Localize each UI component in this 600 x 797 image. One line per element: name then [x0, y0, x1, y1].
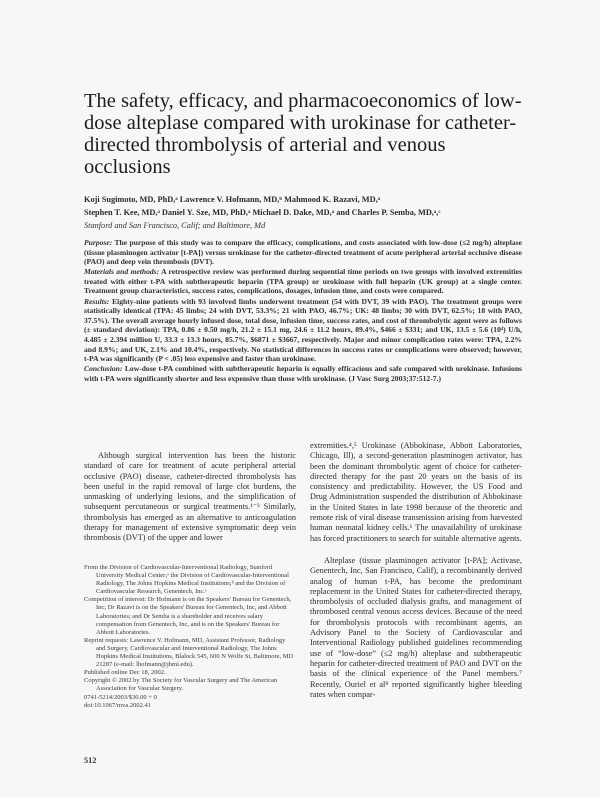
page-number: 512 [84, 756, 97, 765]
methods-label: Materials and methods: [84, 267, 160, 277]
footnote-affiliations: From the Division of Cardiovascular-Interventional Radiology, Stanford University Medical Center;ᵃ the Division of Cardiovascular-Interventional Radiology, The Johns Hopkins Medical Institutions;ᵇ and the Division of Cardiovascular Research, Genentech, Inc.ᶜ [84, 564, 289, 596]
footnote-doi: doi:10.1067/mva.2002.41 [84, 701, 151, 709]
abstract [84, 238, 522, 384]
conclusion-text: Low-dose t-PA combined with subtherapeutic heparin is equally efficacious and safe compared with urokinase. Infusions with t-PA were significantly shorter and less expensive than those with urokinase. (J Vasc Surg 2003;37:512-7.) [84, 364, 523, 383]
author-list [84, 193, 524, 219]
body-paragraph: Although surgical intervention has been the historic standard of care for treatment of acute peripheral arterial occlusive (PAO) disease, catheter-directed thrombolysis has been useful in the rapid removal of large clot burdens, the unmasking of underlying lesions, and the simplification of subsequent percutaneous or surgical treatments.¹⁻³ Similarly, thrombolysis has emerged as an alternative to anticoagulation therapy for management of extensive symptomatic deep vein thrombosis (DVT) of the upper and lower [84, 451, 296, 543]
abstract-methods [84, 267, 522, 296]
author-affiliation: Stanford and San Francisco, Calif; and Baltimore, Md [84, 221, 266, 230]
abstract-results [84, 297, 522, 364]
body-column-left [84, 451, 296, 544]
body-paragraph: Alteplase (tissue plasminogen activator [t-PA]; Activase, Genentech, Inc, San Francisco, Calif), a recombinantly derived analog of human t-PA, has become the predominant replacement in the United States for catheter-directed therapy, thrombolysis of occluded dialysis grafts, and management of thrombosed central venous access devices. Because of the need for thrombolysis protocols with recombinant agents, an Advisory Panel to the Society of Cardiovascular and Interventional Radiology published guidelines recommending use of “low-dose” (≤2 mg/h) alteplase and subtherapeutic heparin for catheter-directed treatment of PAO and DVT on the basis of the clinical experience of the Panel members.⁷ Recently, Ouriel et al⁸ reported significantly higher bleeding rates when compar- [310, 555, 522, 699]
footnote-reprint-requests: Reprint requests: Lawrence V. Hofmann, MD, Assistant Professor, Radiology and Surgery, Cardiovascular and Interventional Radiology, The Johns Hopkins Medical Institutions, Blalock 545, 600 N Wolfe St, Baltimore, MD 21287 (e-mail: lhofmann@jhmi.edu). [84, 636, 294, 669]
footnote-issn: 0741-5214/2003/$30.00 + 0 [84, 693, 157, 701]
conclusion-label: Conclusion: [84, 364, 123, 374]
results-label: Results: [84, 296, 110, 306]
footnote-published-online: Published online Dec 18, 2002. [84, 669, 166, 677]
methods-text: A retrospective review was performed during sequential time periods on two groups with involved extremities treated with either t-PA with subtherapeutic heparin (TPA group) or urokinase with full heparin (UK group) at a single center. Treatment group characteristics, success rates, complications, dosages, infusion time, and costs were compared. [84, 267, 522, 296]
abstract-conclusion [84, 364, 522, 383]
authors-line-2: Stephen T. Kee, MD,ᵃ Daniel Y. Sze, MD, PhD,ᵃ Michael D. Dake, MD,ᵃ and Charles P. Semba, MD,ᵃ,ᶜ [84, 208, 441, 217]
body-column-right [310, 441, 522, 700]
footnote-copyright: Copyright © 2002 by The Society for Vascular Surgery and The American Association for Vascular Surgery. [84, 677, 278, 693]
purpose-text: The purpose of this study was to compare the efficacy, complications, and costs associated with low-dose (≤2 mg/h) alteplase (tissue plasminogen activator [t-PA]) versus urokinase for the catheter-directed treatment of acute peripheral arterial occlusive disease (PAO) and deep vein thrombosis (DVT). [84, 238, 522, 267]
footnotes [84, 564, 296, 710]
abstract-purpose [84, 238, 522, 267]
body-paragraph: extremities.⁴,⁵ Urokinase (Abbokinase, Abbott Laboratories, Chicago, Ill), a second-generation plasminogen activator, has been the dominant thrombolytic agent of choice for catheter-directed therapy for the past 20 years on the basis of its consistency and predictability. However, the US Food and Drug Administration suspended the distribution of Abbokinase in the United States in late 1998 because of the theoretic and remote risk of viral disease transmission arising from harvested human neonatal kidney cells.⁶ The unavailability of urokinase has forced practitioners to search for suitable alternative agents. [310, 441, 522, 543]
footnote-competition-of-interest: Competition of interest: Dr Hofmann is on the Speakers' Bureau for Genentech, Inc; Dr Razavi is on the Speakers' Bureau for Genentech, Inc, and Abbott Laboratories; and Dr Semba is a shareholder and receives salary compensation from Genentech, Inc, and is on the Speakers' Bureau for Abbott Laboratories. [84, 596, 292, 636]
results-text: Eighty-nine patients with 93 involved limbs underwent treatment (54 with DVT, 39 with PAO). The treatment groups were statistically identical (TPA: 45 limbs; 24 with DVT, 53.3%; 21 with PAO, 46.7%; UK: 48 limbs; 30 with DVT, 62.5%; 18 with PAO, 37.5%). The overall average hourly infused dose, total dose, infusion time, success rates, and cost of thrombolytic agent were as follows (± standard deviation): TPA, 0.86 ± 0.50 mg/h, 21.2 ± 15.1 mg, 24.6 ± 11.2 hours, 89.4%, $466 ± $331; and UK, 13.5 ± 5.6 (10⁴) U/h, 4.485 ± 2.394 million U, 33.3 ± 13.3 hours, 85.7%, $6871 ± $3667, respectively. Major and minor complication rates were: TPA, 2.2% and 8.9%; and UK, 2.1% and 10.4%, respectively. No statistical differences in success rates or complications were observed; however, t-PA was significantly (P < .05) less expensive and faster than urokinase. [84, 296, 522, 364]
purpose-label: Purpose: [84, 238, 113, 247]
authors-line-1: Koji Sugimoto, MD, PhD,ᵃ Lawrence V. Hofmann, MD,ᵇ Mahmood K. Razavi, MD,ᵃ [84, 195, 381, 204]
article-title: The safety, efficacy, and pharmacoeconomics of low-dose alteplase compared with urokinase for catheter-directed thrombolysis of arterial and venous occlusions [84, 90, 522, 178]
